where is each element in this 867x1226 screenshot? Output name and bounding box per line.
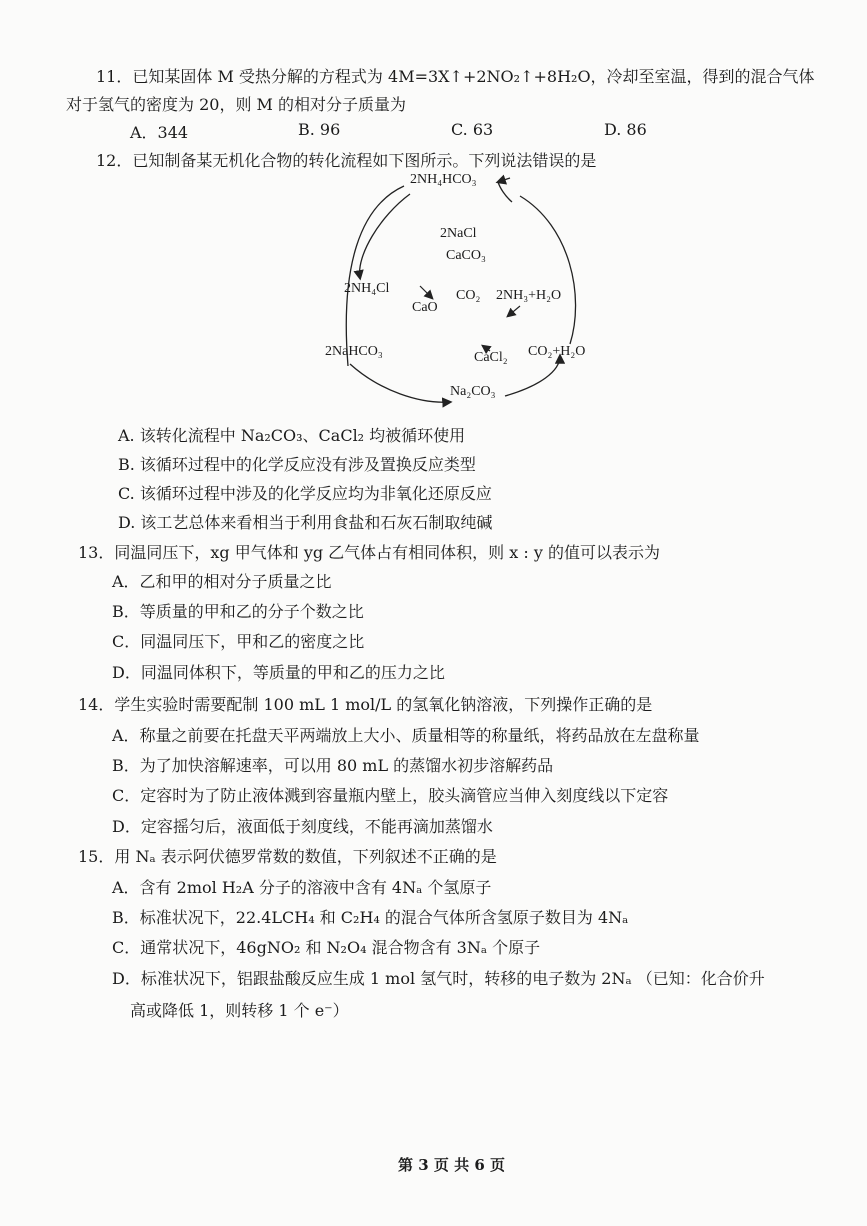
q15-stem: 用 Nₐ 表示阿伏德罗常数的数值，下列叙述不正确的是	[114, 847, 497, 866]
page-footer: 第 3 页 共 6 页	[398, 1156, 505, 1174]
q15-stem-line	[78, 844, 497, 867]
q12-option-d: D. 该工艺总体来看相当于利用食盐和石灰石制取纯碱	[118, 513, 493, 532]
q13-option-c: C．同温同压下，甲和乙的密度之比	[112, 632, 365, 651]
left-outer-arc	[346, 186, 404, 366]
q12-option-b: B. 该循环过程中的化学反应没有涉及置换反应类型	[118, 455, 476, 474]
q13-option-a: A．乙和甲的相对分子质量之比	[112, 572, 332, 591]
q13-number: 13．	[78, 543, 115, 562]
q14-option-d: D．定容摇匀后，液面低于刻度线，不能再滴加蒸馏水	[112, 817, 493, 836]
q11-line1	[96, 64, 815, 87]
label-nahco3: 2NaHCO₃	[325, 344, 383, 359]
q15-option-c: C．通常状况下，46gNO₂ 和 N₂O₄ 混合物含有 3Nₐ 个原子	[112, 938, 541, 957]
q13-stem: 同温同压下，xg 甲气体和 yg 乙气体占有相同体积，则 x : y 的值可以表示为	[114, 543, 660, 562]
q12-stem: 已知制备某无机化合物的转化流程如下图所示。下列说法错误的是	[132, 151, 597, 170]
q15-option-a: A．含有 2mol H₂A 分子的溶液中含有 4Nₐ 个氢原子	[112, 878, 492, 897]
q11-stem-line1: 已知某固体 M 受热分解的方程式为 4M=3X↑+2NO₂↑+8H₂O，冷却至室温，得到的混合气体	[132, 67, 815, 86]
q13-stem-line	[78, 540, 660, 563]
label-nh4hco3: 2NH₄HCO₃	[410, 172, 477, 187]
q14-option-c: C．定容时为了防止液体溅到容量瓶内壁上，胶头滴管应当伸入刻度线以下定容	[112, 786, 669, 805]
q11-number: 11．	[96, 67, 133, 86]
label-co2-h2o: CO₂+H₂O	[528, 344, 586, 359]
label-caco3: CaCO₃	[446, 248, 486, 263]
q12-option-a: A. 该转化流程中 Na₂CO₃、CaCl₂ 均被循环使用	[118, 426, 466, 445]
label-nh4cl: 2NH₄Cl	[344, 281, 390, 296]
label-nh3-h2o: 2NH₃+H₂O	[496, 288, 562, 303]
arrow-to-co2-h2o	[505, 356, 560, 396]
q12-option-c: C. 该循环过程中涉及的化学反应均为非氧化还原反应	[118, 484, 492, 503]
label-nacl: 2NaCl	[440, 226, 477, 241]
q15-number: 15．	[78, 847, 115, 866]
right-outer-arc	[520, 196, 576, 344]
arrow-to-nh4hco3	[498, 178, 510, 182]
right-top-arc	[498, 182, 512, 202]
q14-stem-line	[78, 692, 652, 715]
q11-option-d: D. 86	[604, 120, 647, 139]
label-cacl2: CaCl₂	[474, 350, 508, 365]
label-co2: CO₂	[456, 288, 481, 303]
q11-stem-line2: 对于氢气的密度为 20，则 M 的相对分子质量为	[66, 95, 407, 114]
q11-option-a: A．344	[130, 123, 189, 142]
label-na2co3: Na₂CO₃	[450, 384, 496, 399]
q12-number: 12．	[96, 151, 133, 170]
q14-stem: 学生实验时需要配制 100 mL 1 mol/L 的氢氧化钠溶液，下列操作正确的是	[114, 695, 653, 714]
q13-option-d: D．同温同体积下，等质量的甲和乙的压力之比	[112, 663, 445, 682]
q11-option-c: C. 63	[451, 120, 494, 139]
q15-option-b: B．标准状况下，22.4LCH₄ 和 C₂H₄ 的混合气体所含氢原子数目为 4Nₐ	[112, 908, 629, 927]
arrow-from-nh3	[508, 306, 520, 316]
q15-option-d-continued: 高或降低 1，则转移 1 个 e⁻）	[130, 1001, 349, 1020]
q15-option-d: D．标准状况下，铝跟盐酸反应生成 1 mol 氢气时，转移的电子数为 2Nₐ （已知：化合价升	[112, 969, 765, 988]
q14-option-a: A．称量之前要在托盘天平两端放上大小、质量相等的称量纸，将药品放在左盘称量	[112, 726, 700, 745]
label-cao: CaO	[412, 300, 438, 315]
arrow-to-na2co3	[350, 364, 450, 402]
arrow-to-cao	[420, 286, 432, 298]
q11-option-b: B. 96	[298, 120, 341, 139]
q14-number: 14．	[78, 695, 115, 714]
arrow-to-nh4cl	[360, 194, 410, 278]
q14-option-b: B．为了加快溶解速率，可以用 80 mL 的蒸馏水初步溶解药品	[112, 756, 554, 775]
q13-option-b: B．等质量的甲和乙的分子个数之比	[112, 602, 364, 621]
